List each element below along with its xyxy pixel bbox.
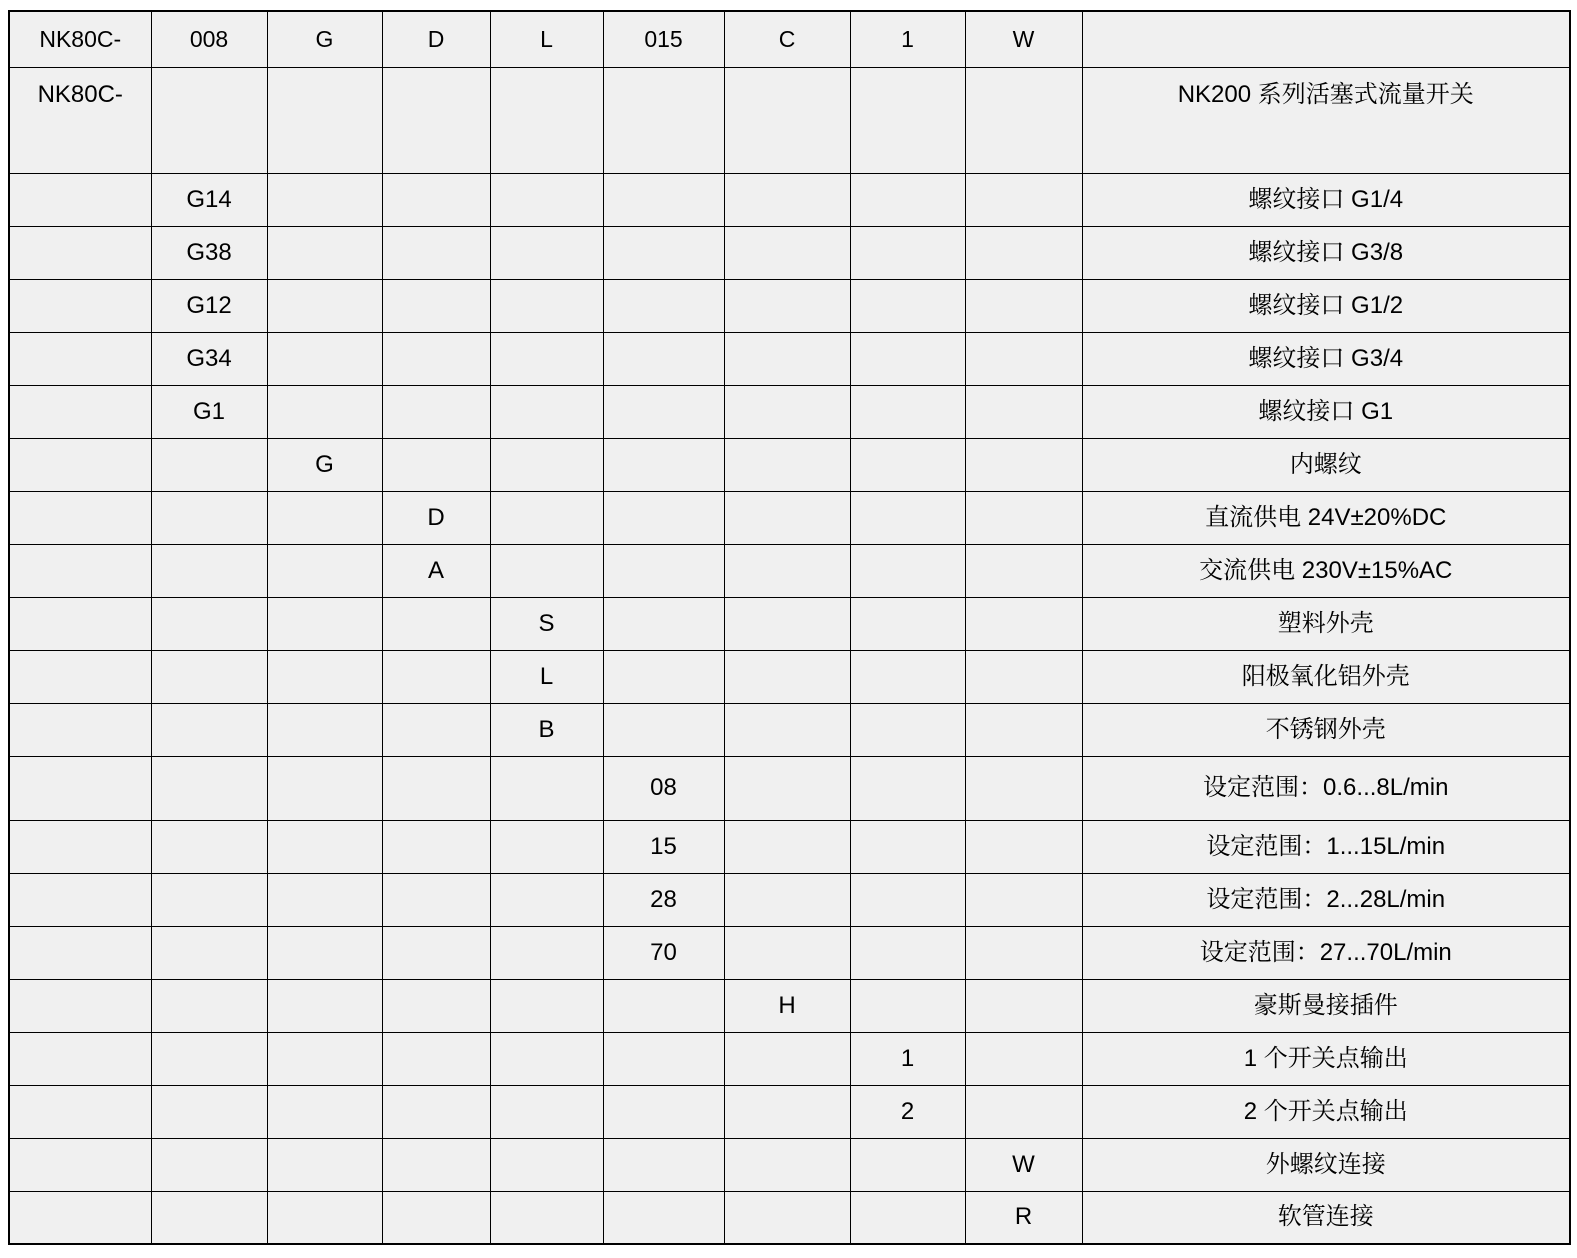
table-row	[9, 873, 1570, 926]
empty-cell	[603, 1138, 724, 1191]
empty-cell	[267, 1085, 382, 1138]
empty-cell	[490, 544, 603, 597]
empty-cell	[724, 1191, 850, 1244]
empty-cell	[151, 1032, 267, 1085]
empty-cell	[267, 650, 382, 703]
table-row	[9, 544, 1570, 597]
empty-cell	[850, 1138, 965, 1191]
empty-cell	[603, 226, 724, 279]
empty-cell	[603, 332, 724, 385]
empty-cell	[965, 173, 1082, 226]
empty-cell	[490, 173, 603, 226]
table-row	[9, 1138, 1570, 1191]
empty-cell	[965, 820, 1082, 873]
table-row	[9, 926, 1570, 979]
empty-cell	[267, 873, 382, 926]
description-cell: 豪斯曼接插件	[1082, 979, 1570, 1032]
empty-cell	[965, 873, 1082, 926]
empty-cell	[267, 1191, 382, 1244]
empty-cell	[151, 873, 267, 926]
empty-cell	[490, 385, 603, 438]
empty-cell	[267, 756, 382, 820]
code-cell: S	[490, 597, 603, 650]
empty-cell	[9, 491, 151, 544]
header-code-cell: D	[382, 11, 490, 67]
empty-cell	[965, 703, 1082, 756]
description-cell: 直流供电 24V±20%DC	[1082, 491, 1570, 544]
empty-cell	[724, 332, 850, 385]
table-row	[9, 756, 1570, 820]
empty-cell	[382, 332, 490, 385]
empty-cell	[724, 438, 850, 491]
empty-cell	[850, 279, 965, 332]
empty-cell	[382, 873, 490, 926]
empty-cell	[267, 979, 382, 1032]
empty-cell	[490, 979, 603, 1032]
empty-cell	[850, 385, 965, 438]
table-row	[9, 703, 1570, 756]
empty-cell	[382, 756, 490, 820]
description-cell: 阳极氧化铝外壳	[1082, 650, 1570, 703]
empty-cell	[850, 597, 965, 650]
empty-cell	[965, 650, 1082, 703]
description-cell: 不锈钢外壳	[1082, 703, 1570, 756]
table-row	[9, 491, 1570, 544]
description-cell: 2 个开关点输出	[1082, 1085, 1570, 1138]
description-cell: NK200 系列活塞式流量开关	[1082, 67, 1570, 173]
empty-cell	[9, 438, 151, 491]
code-cell: NK80C-	[9, 67, 151, 173]
description-cell: 螺纹接口 G3/4	[1082, 332, 1570, 385]
empty-cell	[965, 491, 1082, 544]
description-cell: 设定范围：27...70L/min	[1082, 926, 1570, 979]
empty-cell	[603, 385, 724, 438]
header-code-cell: W	[965, 11, 1082, 67]
empty-cell	[603, 979, 724, 1032]
empty-cell	[965, 1085, 1082, 1138]
header-code-cell: G	[267, 11, 382, 67]
header-desc-cell	[1082, 11, 1570, 67]
empty-cell	[382, 438, 490, 491]
table-row	[9, 173, 1570, 226]
code-cell: 2	[850, 1085, 965, 1138]
empty-cell	[382, 926, 490, 979]
empty-cell	[965, 226, 1082, 279]
model-code-table	[8, 10, 1571, 1245]
code-cell: L	[490, 650, 603, 703]
code-cell: G38	[151, 226, 267, 279]
empty-cell	[850, 650, 965, 703]
empty-cell	[267, 332, 382, 385]
empty-cell	[267, 703, 382, 756]
table-row	[9, 650, 1570, 703]
empty-cell	[490, 926, 603, 979]
table-row	[9, 332, 1570, 385]
empty-cell	[382, 1032, 490, 1085]
table-row	[9, 1085, 1570, 1138]
code-cell: G34	[151, 332, 267, 385]
description-cell: 内螺纹	[1082, 438, 1570, 491]
empty-cell	[382, 1191, 490, 1244]
empty-cell	[490, 1085, 603, 1138]
header-row	[9, 11, 1570, 67]
empty-cell	[9, 873, 151, 926]
empty-cell	[490, 873, 603, 926]
code-cell: 1	[850, 1032, 965, 1085]
empty-cell	[850, 926, 965, 979]
empty-cell	[603, 491, 724, 544]
empty-cell	[724, 597, 850, 650]
description-cell: 交流供电 230V±15%AC	[1082, 544, 1570, 597]
code-cell: 15	[603, 820, 724, 873]
table-row	[9, 1191, 1570, 1244]
empty-cell	[9, 173, 151, 226]
empty-cell	[9, 226, 151, 279]
empty-cell	[724, 873, 850, 926]
empty-cell	[9, 756, 151, 820]
empty-cell	[9, 1191, 151, 1244]
header-code-cell: C	[724, 11, 850, 67]
empty-cell	[850, 491, 965, 544]
empty-cell	[603, 1085, 724, 1138]
empty-cell	[724, 67, 850, 173]
table-row	[9, 385, 1570, 438]
header-code-cell: 1	[850, 11, 965, 67]
empty-cell	[382, 650, 490, 703]
table-row	[9, 597, 1570, 650]
description-cell: 螺纹接口 G1	[1082, 385, 1570, 438]
empty-cell	[603, 173, 724, 226]
table-row	[9, 979, 1570, 1032]
empty-cell	[9, 820, 151, 873]
empty-cell	[9, 544, 151, 597]
empty-cell	[267, 597, 382, 650]
table-row	[9, 226, 1570, 279]
code-cell: 28	[603, 873, 724, 926]
empty-cell	[490, 332, 603, 385]
empty-cell	[603, 279, 724, 332]
empty-cell	[724, 1138, 850, 1191]
code-cell: 70	[603, 926, 724, 979]
empty-cell	[724, 820, 850, 873]
code-cell: R	[965, 1191, 1082, 1244]
empty-cell	[965, 67, 1082, 173]
code-cell: G14	[151, 173, 267, 226]
header-code-cell: L	[490, 11, 603, 67]
code-cell: B	[490, 703, 603, 756]
table-row	[9, 279, 1570, 332]
description-cell: 设定范围：0.6...8L/min	[1082, 756, 1570, 820]
description-cell: 螺纹接口 G3/8	[1082, 226, 1570, 279]
code-cell: 08	[603, 756, 724, 820]
empty-cell	[382, 597, 490, 650]
empty-cell	[490, 279, 603, 332]
code-cell: G1	[151, 385, 267, 438]
empty-cell	[965, 332, 1082, 385]
empty-cell	[382, 820, 490, 873]
empty-cell	[151, 926, 267, 979]
description-cell: 设定范围：2...28L/min	[1082, 873, 1570, 926]
empty-cell	[9, 279, 151, 332]
code-cell: A	[382, 544, 490, 597]
empty-cell	[724, 544, 850, 597]
empty-cell	[9, 385, 151, 438]
empty-cell	[151, 1191, 267, 1244]
empty-cell	[382, 1138, 490, 1191]
empty-cell	[724, 279, 850, 332]
empty-cell	[965, 926, 1082, 979]
empty-cell	[151, 67, 267, 173]
empty-cell	[382, 979, 490, 1032]
table-row	[9, 1032, 1570, 1085]
empty-cell	[382, 226, 490, 279]
empty-cell	[267, 226, 382, 279]
empty-cell	[9, 1085, 151, 1138]
empty-cell	[151, 1138, 267, 1191]
empty-cell	[490, 226, 603, 279]
empty-cell	[603, 650, 724, 703]
empty-cell	[603, 544, 724, 597]
empty-cell	[382, 173, 490, 226]
empty-cell	[603, 67, 724, 173]
empty-cell	[9, 979, 151, 1032]
empty-cell	[382, 67, 490, 173]
empty-cell	[151, 597, 267, 650]
empty-cell	[490, 756, 603, 820]
empty-cell	[382, 703, 490, 756]
empty-cell	[603, 703, 724, 756]
empty-cell	[965, 1032, 1082, 1085]
empty-cell	[965, 279, 1082, 332]
empty-cell	[9, 332, 151, 385]
empty-cell	[151, 491, 267, 544]
empty-cell	[267, 279, 382, 332]
empty-cell	[9, 650, 151, 703]
empty-cell	[151, 979, 267, 1032]
description-cell: 设定范围：1...15L/min	[1082, 820, 1570, 873]
empty-cell	[724, 650, 850, 703]
empty-cell	[850, 67, 965, 173]
empty-cell	[9, 597, 151, 650]
empty-cell	[724, 703, 850, 756]
table-row	[9, 67, 1570, 173]
empty-cell	[850, 332, 965, 385]
empty-cell	[850, 873, 965, 926]
empty-cell	[151, 438, 267, 491]
empty-cell	[603, 1032, 724, 1085]
empty-cell	[724, 173, 850, 226]
empty-cell	[490, 67, 603, 173]
empty-cell	[267, 173, 382, 226]
empty-cell	[965, 979, 1082, 1032]
empty-cell	[151, 544, 267, 597]
code-cell: D	[382, 491, 490, 544]
empty-cell	[724, 1032, 850, 1085]
empty-cell	[850, 1191, 965, 1244]
code-cell: G12	[151, 279, 267, 332]
code-cell: W	[965, 1138, 1082, 1191]
empty-cell	[724, 226, 850, 279]
code-cell: G	[267, 438, 382, 491]
empty-cell	[151, 820, 267, 873]
empty-cell	[9, 1138, 151, 1191]
empty-cell	[850, 173, 965, 226]
empty-cell	[490, 820, 603, 873]
empty-cell	[603, 1191, 724, 1244]
empty-cell	[9, 703, 151, 756]
empty-cell	[965, 438, 1082, 491]
empty-cell	[267, 385, 382, 438]
empty-cell	[850, 820, 965, 873]
empty-cell	[267, 1138, 382, 1191]
empty-cell	[850, 979, 965, 1032]
empty-cell	[490, 438, 603, 491]
empty-cell	[965, 385, 1082, 438]
empty-cell	[850, 544, 965, 597]
description-cell: 塑料外壳	[1082, 597, 1570, 650]
empty-cell	[965, 544, 1082, 597]
empty-cell	[382, 1085, 490, 1138]
description-cell: 螺纹接口 G1/2	[1082, 279, 1570, 332]
description-cell: 软管连接	[1082, 1191, 1570, 1244]
code-cell: H	[724, 979, 850, 1032]
empty-cell	[151, 756, 267, 820]
empty-cell	[267, 926, 382, 979]
header-code-cell: 008	[151, 11, 267, 67]
empty-cell	[267, 544, 382, 597]
empty-cell	[965, 756, 1082, 820]
empty-cell	[724, 1085, 850, 1138]
empty-cell	[151, 650, 267, 703]
empty-cell	[267, 67, 382, 173]
empty-cell	[724, 756, 850, 820]
empty-cell	[490, 1138, 603, 1191]
empty-cell	[965, 597, 1082, 650]
empty-cell	[382, 385, 490, 438]
empty-cell	[151, 703, 267, 756]
table-row	[9, 820, 1570, 873]
description-cell: 螺纹接口 G1/4	[1082, 173, 1570, 226]
empty-cell	[382, 279, 490, 332]
empty-cell	[850, 703, 965, 756]
description-cell: 1 个开关点输出	[1082, 1032, 1570, 1085]
empty-cell	[603, 597, 724, 650]
empty-cell	[724, 926, 850, 979]
empty-cell	[724, 385, 850, 438]
empty-cell	[850, 438, 965, 491]
empty-cell	[603, 438, 724, 491]
empty-cell	[9, 926, 151, 979]
table-body	[9, 11, 1570, 1244]
empty-cell	[267, 1032, 382, 1085]
header-code-cell: NK80C-	[9, 11, 151, 67]
empty-cell	[724, 491, 850, 544]
empty-cell	[490, 1191, 603, 1244]
empty-cell	[9, 1032, 151, 1085]
empty-cell	[490, 1032, 603, 1085]
empty-cell	[267, 820, 382, 873]
header-code-cell: 015	[603, 11, 724, 67]
empty-cell	[850, 756, 965, 820]
empty-cell	[267, 491, 382, 544]
table-row	[9, 438, 1570, 491]
empty-cell	[850, 226, 965, 279]
empty-cell	[490, 491, 603, 544]
empty-cell	[151, 1085, 267, 1138]
description-cell: 外螺纹连接	[1082, 1138, 1570, 1191]
